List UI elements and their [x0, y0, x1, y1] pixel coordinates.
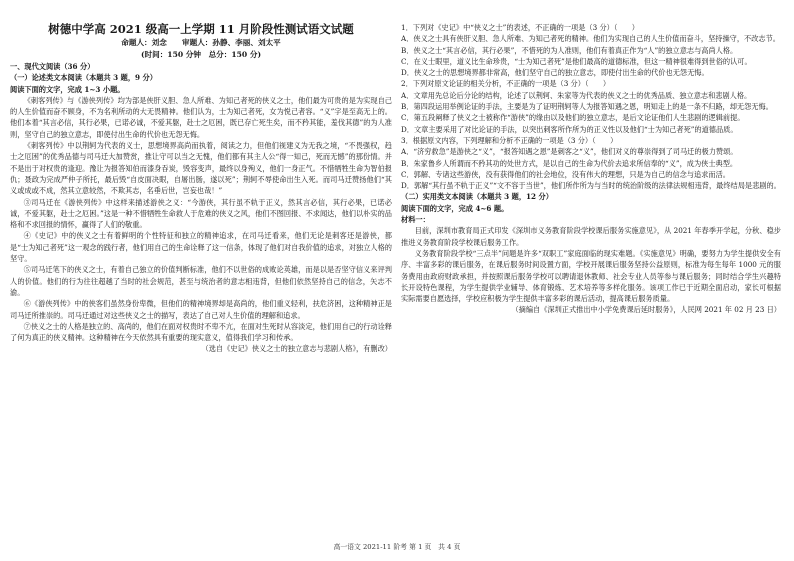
- section-heading: 材料一：: [401, 215, 430, 225]
- article-body: [10, 95, 392, 344]
- answer-option: B．侠义之士“其言必信，其行必果”，不惜死的为人准则，他们有着真正作为“人”的独立意志与高尚人格。: [401, 45, 738, 55]
- answer-option: B．朱家鲁乡人所谓而不矜其功的处世方式，是以自己的生命为代价去追求所信奉的“义”，成为侠士典型。: [401, 158, 738, 168]
- question-stem: 3．根据原文内容，下列理解和分析不正确的一项是（3 分）（ ）: [401, 135, 618, 145]
- question-stem: 2．下列对原文论证的相关分析，不正确的一项是（3 分）（ ）: [401, 79, 611, 89]
- answer-option: B．第四段运用举例论证的手法，主要是为了证明荆轲等人为报答知遇之恩，明知走上的是一条不归路，却无怨无悔。: [401, 102, 773, 112]
- right-column: [401, 22, 781, 316]
- answer-option: D．郭解“其行虽不轨于正义”“文不容于当世”，他们所作所为与当时的统治阶级的法律法规相违背，最终结局是悲剧的。: [401, 181, 781, 191]
- answer-option: A．文章用先总论后分论的结构，论述了以荆轲、朱家等为代表的侠义之士的优秀品质、独立意志和悲剧人格。: [401, 90, 752, 100]
- article-source: （选自《史记》侠义之士的独立意志与悲剧人格》，有删改）: [201, 344, 392, 354]
- article-paragraph: 《刺客列传》与《游侠列传》均为部是侠肝义胆、急人所难、为知己者死的侠义之士，他们最为可贵的是为实现自己的人生价值而奋不顾身，不为名利所动的大无畏精神。他们认为，士为知己者死，女为悦己者容。“义”字是至高无上的。他们本着“其言必信，其行必果，已诺必诚，不爱其躯，赴士之厄困，既已存亡死生矣，而不矜其能，羞伐其德”的为人准则，坚守自己的独立意志，即使付出生命的代价也无怨无悔。: [10, 95, 392, 139]
- left-column: [10, 22, 392, 355]
- answer-option: C．第五段阐释了侠义之士被称作“游侠”的缘由以及他们的独立意志，是后文论证他们人生悲剧的逻辑前提。: [401, 113, 745, 123]
- article-paragraph: ⑥《游侠列传》中的侠客们虽然身份卑微，但他们的精神境界却是高尚的，他们重义轻利，扶危济困，这种精神正是司马迁所推崇的。司马迁通过对这些侠义之士的描写，表达了自己对人生价值的理解和追求。: [10, 299, 392, 320]
- section-heading: （二）实用类文本阅读（本题共 3 题，12 分）: [401, 192, 553, 202]
- reading-instruction: 阅读下面的文字，完成 1~3 小题。: [10, 84, 125, 94]
- question-list: [401, 22, 781, 304]
- answer-option: A．侠义之士具有侠肝义胆、急人所难、为知己者死的精神。他们为实现自己的人生价值而奋斗，坚持操守，不改志节。: [401, 34, 780, 44]
- question-stem: 1．下列对《史记》中“侠义之士”的表述，不正确的一项是（3 分）（ ）: [401, 23, 639, 32]
- answer-option: A．“济穷救急”是游侠之“义”，“报答知遇之恩”是刺客之“义”，他们对义的尊崇得到了司马迁的极力赞颂。: [401, 147, 738, 157]
- section-heading: 一、现代文阅读（36 分）: [10, 62, 95, 71]
- page-footer: 高一语文 2021-11 阶考 第 1 页 共 4 页: [333, 543, 461, 551]
- time-line: (时间：150 分钟 总分：150 分): [140, 50, 262, 59]
- answer-option: C．在义士眼里，道义比生命珍贵，“士为知己者死”是他们最高的道德标准，但这一精神很难得到世俗的认可。: [401, 56, 752, 66]
- answer-option: C．郭解、专诸这些游侠，没有获得他们的社会地位，没有伟大的理想，只是为自己的信念与追求而活。: [401, 169, 730, 179]
- section-heading: 阅读下面的文字，完成 4~6 题。: [401, 203, 509, 213]
- page-title: 树德中学高 2021 级高一上学期 11 月阶段性测试语文试题: [48, 22, 354, 36]
- material-paragraph: 目前，深圳市教育局正式印发《深圳市义务教育阶段学校课后服务实施意见》，从 2021 年春季开学起，分秋、稳步推进义务教育阶段学校课后服务工作。: [401, 226, 781, 247]
- article-paragraph: 《刺客列传》中以荆轲为代表的义士，思想境界高尚而执着，阅读之力，但他们视建义为无我之境，“不畏强权，趋士之厄困”的优秀品德与司马迁大加赞赏，推让守可以当之无愧，他们都有其主人公“得一知己，死而无憾”的那份情。并不是出于对权贵的逢迎。豫让为报答知伯而漆身吞炭，毁容变声，最终以身殉义，他们一身正气。不惜牺牲生命为智伯报仇；聂政为完成严仲子所托，最后毁“自皮面决眼，自屠出肠，遂以死”；荆轲不辱使命出生入死。而司马迁赞扬他们“其义或成或不成，然其立意较然，不欺其志，名垂后世，岂妄也哉！”: [10, 141, 392, 196]
- answer-option: D．文章主要采用了对比论证的手法，以突出刺客所作所为的正义性以及他们“士为知己者死”的道德品质。: [401, 124, 738, 134]
- article-paragraph: ④《史记》中的侠义之士有着鲜明的个性特征和独立的精神追求，在司马迁看来，他们无论是刺客还是游侠，都是“士为知己者死”这一观念的践行者，他们用自己的生命诠释了这一信条，体现了他们对自我价值的追求，对独立人格的坚守。: [10, 231, 392, 264]
- material-paragraph: 义务教育阶段学校“三点半”问题是许多“双职工”家庭面临的现实难题。《实施意见》明确，要努力为学生提供安全有序、丰富多彩的课后服务，在课后服务时间设置方面，学校开展课后服务坚持公益原则，标准为每生每年 1000 元的服务费用由政府财政承担，并按照课后服务学校可以聘请退休教师、社会专业人员等参与课后服务；同时结合学生兴趣特长开设特色课程，为学生提供学业辅导、体育锻炼、艺术培养等多样化服务。该项工作已于近期全面启动，家长可根据实际需要自愿选择，学校应积极为学生提供丰富多彩的课后活动，提高课后服务质量。: [401, 248, 781, 304]
- article-paragraph: ⑦侠义之士的人格是独立的、高尚的，他们在面对权贵时不卑不亢，在面对生死时从容淡定，他们用自己的行动诠释了何为真正的侠义精神。这种精神在今天依然具有重要的现实意义，值得我们学习和传承。: [10, 321, 392, 343]
- subsection-heading: （一）论述类文本阅读（本题共 3 题，9 分）: [10, 73, 157, 83]
- material-source: （摘编自《深圳正式推出中小学免费课后延时服务》，人民网 2021 年 02 月 23 日）: [511, 305, 781, 315]
- authors-line: 命题人：刘念 审题人：孙静、李丽、刘太平: [121, 38, 281, 47]
- article-paragraph: ⑤司马迁笔下的侠义之士，有着自己独立的价值判断标准，他们不以世俗的成败论英雄，而是以是否坚守信义来评判人的价值。他们的行为往往超越了当时的社会规范，甚至与统治者的意志相违背，但他们依然坚持自己的信念，矢志不渝。: [10, 265, 392, 297]
- answer-option: D．侠义之士的思想境界都非常高，他们坚守自己的独立意志，即使付出生命的代价也无怨无悔。: [401, 68, 709, 78]
- article-paragraph: ③司马迁在《游侠列传》中这样来描述游侠之义：“今游侠，其行虽不轨于正义，然其言必信，其行必果，已诺必诚，不爱其躯，赴士之厄困。”这是一种不惜牺牲生命救人于危难的侠义之风，他们不图回报、不求闻达，他们以朴实的品格和不求回报的情怀，赢得了人们的敬重。: [10, 197, 392, 230]
